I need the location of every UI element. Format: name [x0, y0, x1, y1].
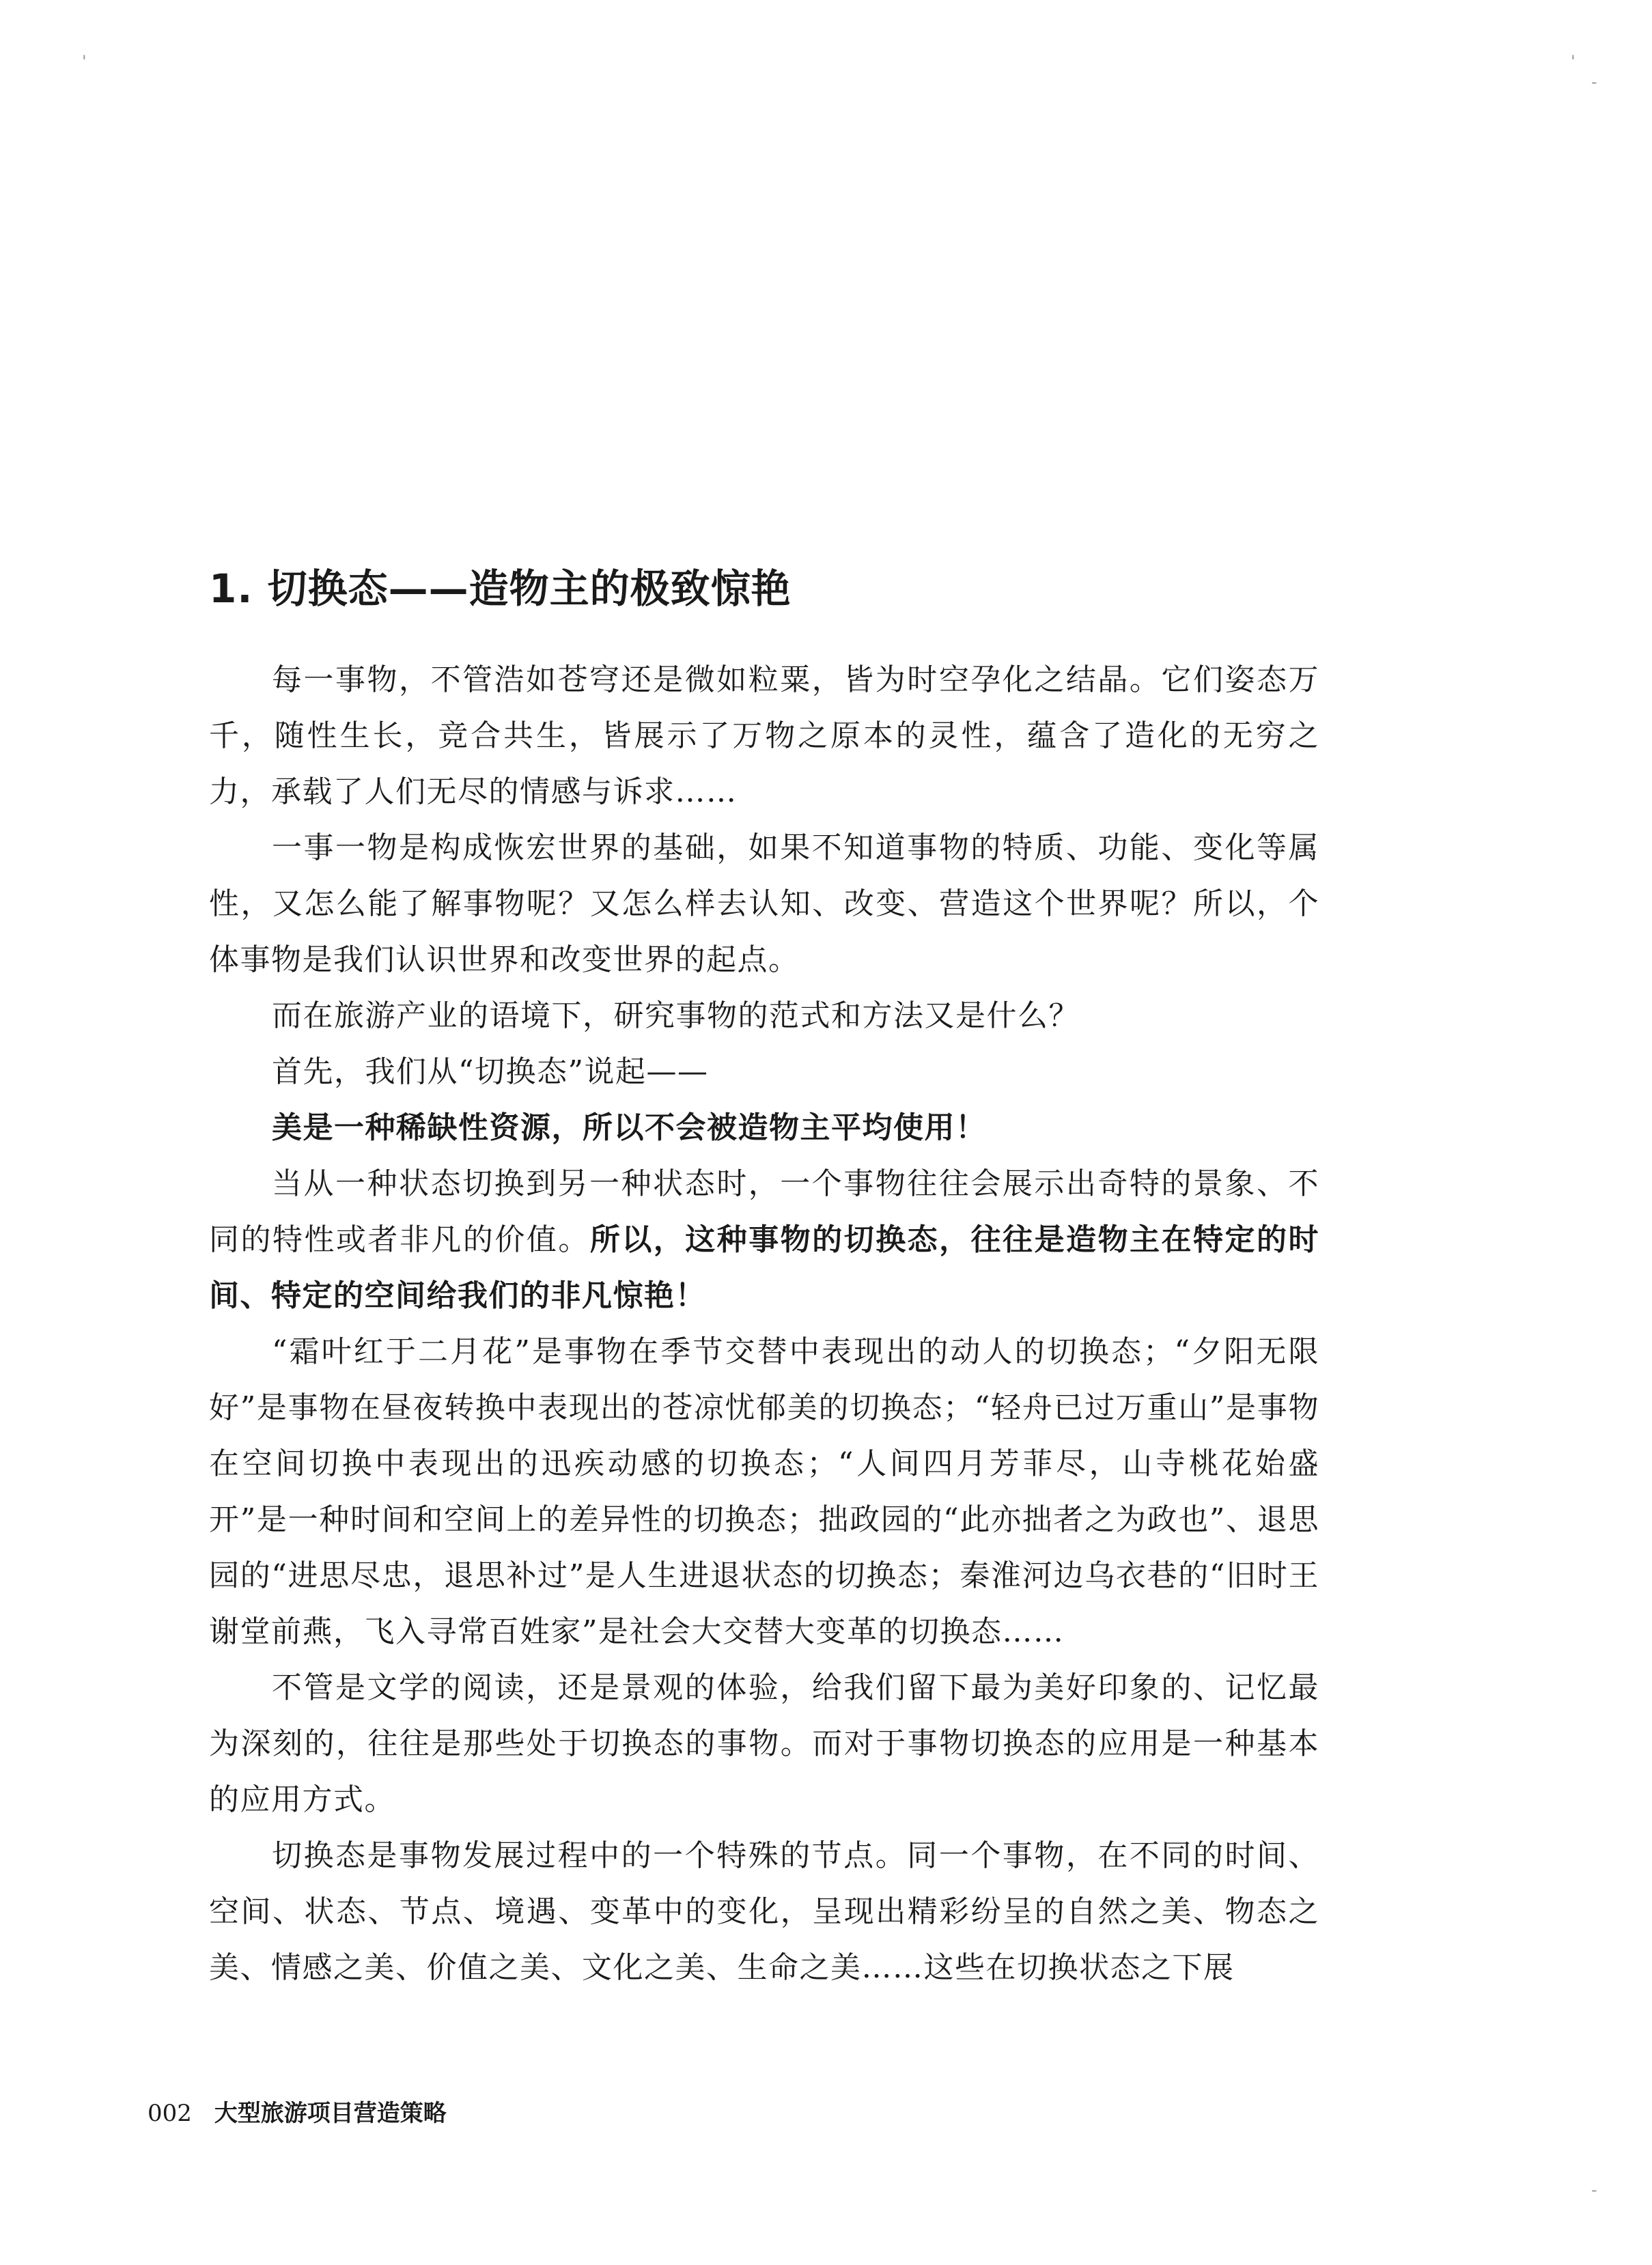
crop-mark-top-right: ' [1571, 52, 1576, 71]
paragraph-5-emphasis: 美是一种稀缺性资源，所以不会被造物主平均使用！ [272, 1110, 987, 1145]
paragraph-6-normal: 当从一种状态切换到另一种状态时，一个事物往往会展示出奇特的景象、不同的特性或者非凡的价值。 [209, 1166, 1319, 1257]
crop-mark-top-left: ' [82, 52, 87, 71]
paragraph-3: 而在旅游产业的语境下，研究事物的范式和方法又是什么？ [272, 998, 1080, 1033]
paragraph-2: 一事一物是构成恢宏世界的基础，如果不知道事物的特质、功能、变化等属性，又怎么能了解事物呢？又怎么样去认知、改变、营造这个世界呢？所以，个体事物是我们认识世界和改变世界的起点。 [209, 830, 1319, 977]
chapter-title: 1. 切换态——造物主的极致惊艳 [209, 565, 792, 612]
paragraph-9: 切换态是事物发展过程中的一个特殊的节点。同一个事物，在不同的时间、空间、状态、节点、境遇、变革中的变化，呈现出精彩纷呈的自然之美、物态之美、情感之美、价值之美、文化之美、生命之美……这些在切换状态之下展 [209, 1838, 1319, 1985]
paragraph-1: 每一事物，不管浩如苍穹还是微如粒粟，皆为时空孕化之结晶。它们姿态万千，随性生长，竞合共生，皆展示了万物之原本的灵性，蕴含了造化的无穷之力，承载了人们无尽的情感与诉求…… [209, 662, 1319, 809]
paragraph-6-emphasis: 所以，这种事物的切换态，往往是造物主在特定的时间、特定的空间给我们的非凡惊艳！ [209, 1222, 1320, 1313]
paragraph-8: 不管是文学的阅读，还是景观的体验，给我们留下最为美好印象的、记忆最为深刻的，往往是那些处于切换态的事物。而对于事物切换态的应用是一种基本的应用方式。 [209, 1670, 1319, 1817]
crop-mark-bottom-right-dash: - [1591, 2180, 1597, 2199]
book-title: 大型旅游项目营造策略 [214, 2100, 447, 2127]
paragraph-6 [209, 1156, 1319, 1324]
page-footer [148, 2100, 447, 2127]
body-text [209, 652, 1319, 1996]
paragraph-7: “霜叶红于二月花”是事物在季节交替中表现出的动人的切换态；“夕阳无限好”是事物在昼夜转换中表现出的苍凉忧郁美的切换态；“轻舟已过万重山”是事物在空间切换中表现出的迅疾动感的切换态；“人间四月芳菲尽，山寺桃花始盛开”是一种时间和空间上的差异性的切换态；拙政园的“此亦拙者之为政也”、退思园的“进思尽忠，退思补过”是人生进退状态的切换态；秦淮河边乌衣巷的“旧时王谢堂前燕，飞入寻常百姓家”是社会大交替大变革的切换态…… [209, 1334, 1319, 1649]
crop-mark-top-right-dash: - [1591, 72, 1597, 92]
paragraph-4: 首先，我们从“切换态”说起—— [272, 1054, 709, 1089]
page-number: 002 [148, 2100, 192, 2127]
